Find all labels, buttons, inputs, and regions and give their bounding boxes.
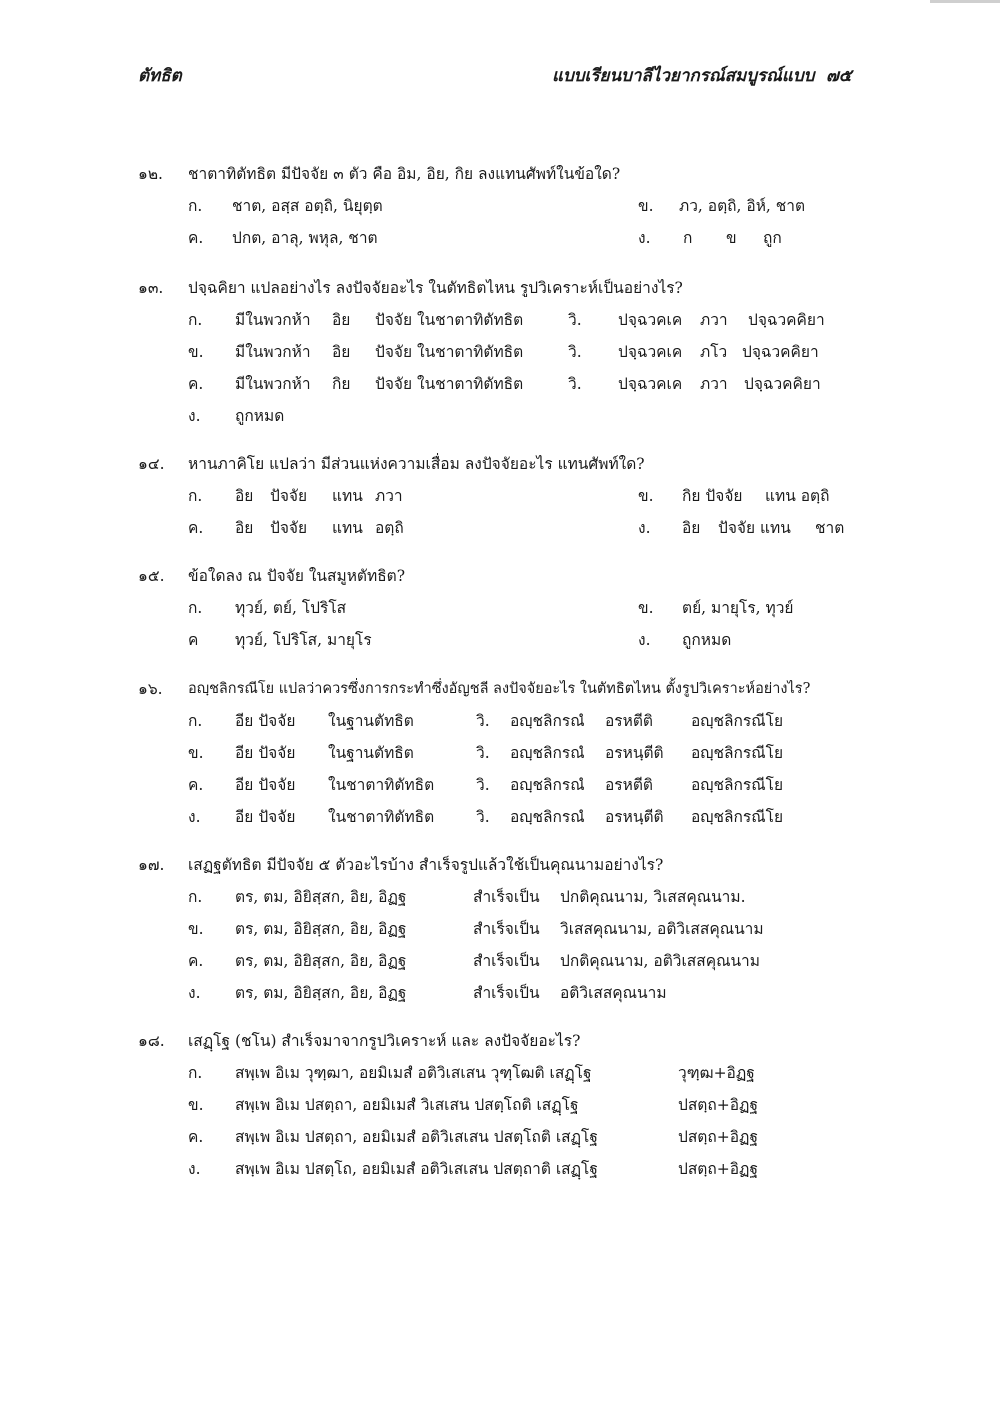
question-text: อญฺชลิกรณีโย แปลว่าควรซึ่งการกระทำซึ่งอัญชลี ลงปัจจัยอะไร ในตัทธิตไหน ตั้งรูปวิเคราะห์อย่างไร? <box>188 681 811 697</box>
option-row <box>138 304 868 336</box>
option-label: ง. <box>188 1160 201 1178</box>
option-text: ปัจจัย <box>270 487 308 505</box>
question-number: ๑๒. <box>138 165 163 183</box>
option-text: วุฑฺฒ+อิฏฐ <box>678 1064 755 1082</box>
option-label: ค. <box>188 952 204 970</box>
option-text: ปัจจัย <box>270 519 308 537</box>
question-12 <box>138 158 868 254</box>
option-label: ค <box>188 631 199 649</box>
option-text: อิย <box>235 519 254 537</box>
option-text: ข <box>726 229 737 247</box>
option-label: ก. <box>188 197 203 215</box>
option-text: อรหตีติ <box>605 776 653 794</box>
option-text: วิ. <box>476 712 490 730</box>
option-text: สำเร็จเป็น <box>473 952 540 970</box>
question-14 <box>138 448 868 544</box>
option-text: ปัจจัย แทน <box>718 519 791 537</box>
option-label: ค. <box>188 1128 204 1146</box>
page-number: ๗๕ <box>826 66 852 86</box>
option-text: กิย <box>332 375 351 393</box>
option-text: ตร, ตม, อิยิสฺสก, อิย, อิฏฐ <box>235 888 407 906</box>
option-row <box>138 368 868 400</box>
question-text: ปจฺฉคิยา แปลอย่างไร ลงปัจจัยอะไร ในตัทธิตไหน รูปวิเคราะห์เป็นอย่างไร? <box>188 279 683 297</box>
option-text: มีในพวกห้า <box>235 343 311 361</box>
option-text: ปัจจัย ในชาตาทิตัทธิต <box>375 343 524 361</box>
running-header-title: แบบเรียนบาลีไวยากรณ์สมบูรณ์แบบ <box>552 66 815 86</box>
question-number: ๑๘. <box>138 1032 165 1050</box>
option-text: อีย ปัจจัย <box>235 712 296 730</box>
option-label: ข. <box>188 343 204 361</box>
option-row <box>138 977 868 1009</box>
option-text: อญฺชลิกรณํ <box>510 712 585 730</box>
option-label: ก. <box>188 311 203 329</box>
option-text: กิย ปัจจัย <box>682 487 743 505</box>
option-label: ก. <box>188 712 203 730</box>
option-text: วิ. <box>476 744 490 762</box>
option-text: อรหตีติ <box>605 712 653 730</box>
option-text: ถูกหมด <box>235 407 285 425</box>
option-text: ตร, ตม, อิยิสฺสก, อิย, อิฏฐ <box>235 984 407 1002</box>
question-text: เสฏฐตัทธิต มีปัจจัย ๕ ตัวอะไรบ้าง สำเร็จรูปแล้วใช้เป็นคุณนามอย่างไร? <box>188 856 664 874</box>
question-number: ๑๕. <box>138 567 165 585</box>
option-text: วิ. <box>476 776 490 794</box>
option-text: ตย์, มายุโร, ทุวย์ <box>682 599 794 617</box>
option-label: ง. <box>638 229 651 247</box>
option-text: อญฺชลิกรณีโย <box>691 808 784 826</box>
option-text: อิย <box>235 487 254 505</box>
option-text: ภโว <box>700 343 728 361</box>
option-text: วิ. <box>568 375 582 393</box>
option-text: อิย <box>332 311 351 329</box>
option-text: ปสตฺถ+อิฏฐ <box>678 1128 759 1146</box>
option-text: ปจฺฉวคเค <box>618 375 683 393</box>
question-16 <box>138 673 868 833</box>
option-text: มีในพวกห้า <box>235 311 311 329</box>
option-text: ทุวย์, โปริโส, มายุโร <box>235 631 372 649</box>
option-text: อีย ปัจจัย <box>235 808 296 826</box>
option-text: แทน <box>332 487 363 505</box>
option-label: ข. <box>188 920 204 938</box>
option-label: ก. <box>188 1064 203 1082</box>
option-text: ในชาตาทิตัทธิต <box>328 776 435 794</box>
option-label: ค. <box>188 776 204 794</box>
option-label: ง. <box>188 808 201 826</box>
option-text: อรหนฺตีติ <box>605 808 664 826</box>
option-text: อญฺชลิกรณีโย <box>691 712 784 730</box>
option-row <box>138 592 868 624</box>
option-label: ข. <box>188 1096 204 1114</box>
question-number: ๑๖. <box>138 680 163 698</box>
option-row <box>138 1121 868 1153</box>
option-text: ชาต <box>815 519 845 537</box>
option-text: อรหนฺตีติ <box>605 744 664 762</box>
option-row <box>138 769 868 801</box>
option-row <box>138 801 868 833</box>
option-text: ในฐานตัทธิต <box>328 712 414 730</box>
option-text: ถูก <box>763 229 782 247</box>
option-text: สพฺเพ อิเม ปสตฺถา, อยมิเมสํ อติวิเสเสน ปสตฺโถติ เสฏฺโฐ <box>235 1128 598 1146</box>
option-row <box>138 1057 868 1089</box>
option-text: อีย ปัจจัย <box>235 744 296 762</box>
option-text: ปกต, อาลุ, พหุล, ชาต <box>232 229 378 247</box>
question-17 <box>138 849 868 1009</box>
option-text: ปกติคุณนาม, วิเสสคุณนาม. <box>560 888 746 906</box>
option-text: มีในพวกห้า <box>235 375 311 393</box>
option-label: ข. <box>188 744 204 762</box>
option-row <box>138 400 868 432</box>
option-text: อตฺถิ <box>375 519 404 537</box>
option-text: ปจฺฉวคคิยา <box>748 311 825 329</box>
option-text: ภวา <box>700 375 728 393</box>
option-label: ก. <box>188 599 203 617</box>
option-text: ในชาตาทิตัทธิต <box>328 808 435 826</box>
option-text: อติวิเสสคุณนาม <box>560 984 667 1002</box>
option-text: ชาต, อสฺส อตฺถิ, นิยุตฺต <box>232 197 383 215</box>
option-text: อิย <box>682 519 701 537</box>
option-text: สำเร็จเป็น <box>473 984 540 1002</box>
option-label: ง. <box>188 984 201 1002</box>
option-label: ข. <box>638 487 654 505</box>
option-row <box>138 190 868 222</box>
option-text: สำเร็จเป็น <box>473 888 540 906</box>
option-text: วิเสสคุณนาม, อติวิเสสคุณนาม <box>560 920 764 938</box>
option-label: ง. <box>638 519 651 537</box>
running-header-left: ตัทธิต <box>138 66 182 86</box>
option-text: วิ. <box>476 808 490 826</box>
option-row <box>138 1089 868 1121</box>
option-row <box>138 1153 868 1185</box>
question-15 <box>138 560 868 656</box>
question-number: ๑๗. <box>138 856 165 874</box>
question-text: เสฏฺโฐ (ชโน) สำเร็จมาจากรูปวิเคราะห์ และ ลงปัจจัยอะไร? <box>188 1032 581 1050</box>
option-row <box>138 624 868 656</box>
option-row <box>138 336 868 368</box>
option-text: สพฺเพ อิเม วุฑฺฒา, อยมิเมสํ อติวิเสเสน วุฑฺโฒติ เสฏฺโฐ <box>235 1064 592 1082</box>
question-13 <box>138 272 868 432</box>
option-text: สพฺเพ อิเม ปสตฺโถ, อยมิเมสํ อติวิเสเสน ปสตฺถาติ เสฏฺโฐ <box>235 1160 598 1178</box>
option-text: อญฺชลิกรณํ <box>510 776 585 794</box>
question-number: ๑๓. <box>138 279 164 297</box>
option-text: อิย <box>332 343 351 361</box>
option-text: ปสตฺถ+อิฏฐ <box>678 1160 759 1178</box>
option-text: วิ. <box>568 343 582 361</box>
option-row <box>138 222 868 254</box>
option-label: ค. <box>188 519 204 537</box>
option-row <box>138 913 868 945</box>
question-18 <box>138 1025 868 1185</box>
option-text: ปสตฺถ+อิฏฐ <box>678 1096 759 1114</box>
option-text: อญฺชลิกรณีโย <box>691 744 784 762</box>
option-row <box>138 512 868 544</box>
option-text: ภวา <box>375 487 403 505</box>
option-text: ปจฺฉวคเค <box>618 311 683 329</box>
option-text: ทุวย์, ตย์, โปริโส <box>235 599 347 617</box>
option-text: ปัจจัย ในชาตาทิตัทธิต <box>375 311 524 329</box>
question-text: หานภาคิโย แปลว่า มีส่วนแห่งความเสื่อม ลงปัจจัยอะไร แทนศัพท์ใด? <box>188 455 645 473</box>
option-text: ปจฺฉวคคิยา <box>742 343 819 361</box>
option-text: ภว, อตฺถิ, อิห์, ชาต <box>679 197 806 215</box>
option-label: ก. <box>188 888 203 906</box>
option-label: ง. <box>188 407 201 425</box>
option-text: แทน อตฺถิ <box>765 487 830 505</box>
option-row <box>138 705 868 737</box>
option-text: สพฺเพ อิเม ปสตฺถา, อยมิเมสํ วิเสเสน ปสตฺโถติ เสฏฺโฐ <box>235 1096 579 1114</box>
option-text: ปกติคุณนาม, อติวิเสสคุณนาม <box>560 952 760 970</box>
option-text: ในฐานตัทธิต <box>328 744 414 762</box>
option-text: ตร, ตม, อิยิสฺสก, อิย, อิฏฐ <box>235 920 407 938</box>
option-label: ค. <box>188 229 204 247</box>
option-text: ตร, ตม, อิยิสฺสก, อิย, อิฏฐ <box>235 952 407 970</box>
option-text: อีย ปัจจัย <box>235 776 296 794</box>
question-number: ๑๔. <box>138 455 165 473</box>
option-text: ภวา <box>700 311 728 329</box>
option-label: ข. <box>638 599 654 617</box>
option-row <box>138 480 868 512</box>
question-text: ข้อใดลง ณ ปัจจัย ในสมูหตัทธิต? <box>188 567 406 585</box>
option-text: อญฺชลิกรณํ <box>510 808 585 826</box>
option-text: แทน <box>332 519 363 537</box>
option-text: สำเร็จเป็น <box>473 920 540 938</box>
option-text: ปจฺฉวคคิยา <box>744 375 821 393</box>
option-label: ค. <box>188 375 204 393</box>
option-text: ถูกหมด <box>682 631 732 649</box>
option-label: ก. <box>188 487 203 505</box>
option-text: อญฺชลิกรณีโย <box>691 776 784 794</box>
option-label: ง. <box>638 631 651 649</box>
option-text: อญฺชลิกรณํ <box>510 744 585 762</box>
question-text: ชาตาทิตัทธิต มีปัจจัย ๓ ตัว คือ อิม, อิย, กิย ลงแทนศัพท์ในข้อใด? <box>188 165 621 183</box>
option-text: วิ. <box>568 311 582 329</box>
option-label: ข. <box>638 197 654 215</box>
option-row <box>138 945 868 977</box>
option-text: ก <box>683 229 693 247</box>
option-row <box>138 737 868 769</box>
option-text: ปจฺฉวคเค <box>618 343 683 361</box>
option-row <box>138 881 868 913</box>
scan-edge <box>930 0 1000 3</box>
option-text: ปัจจัย ในชาตาทิตัทธิต <box>375 375 524 393</box>
